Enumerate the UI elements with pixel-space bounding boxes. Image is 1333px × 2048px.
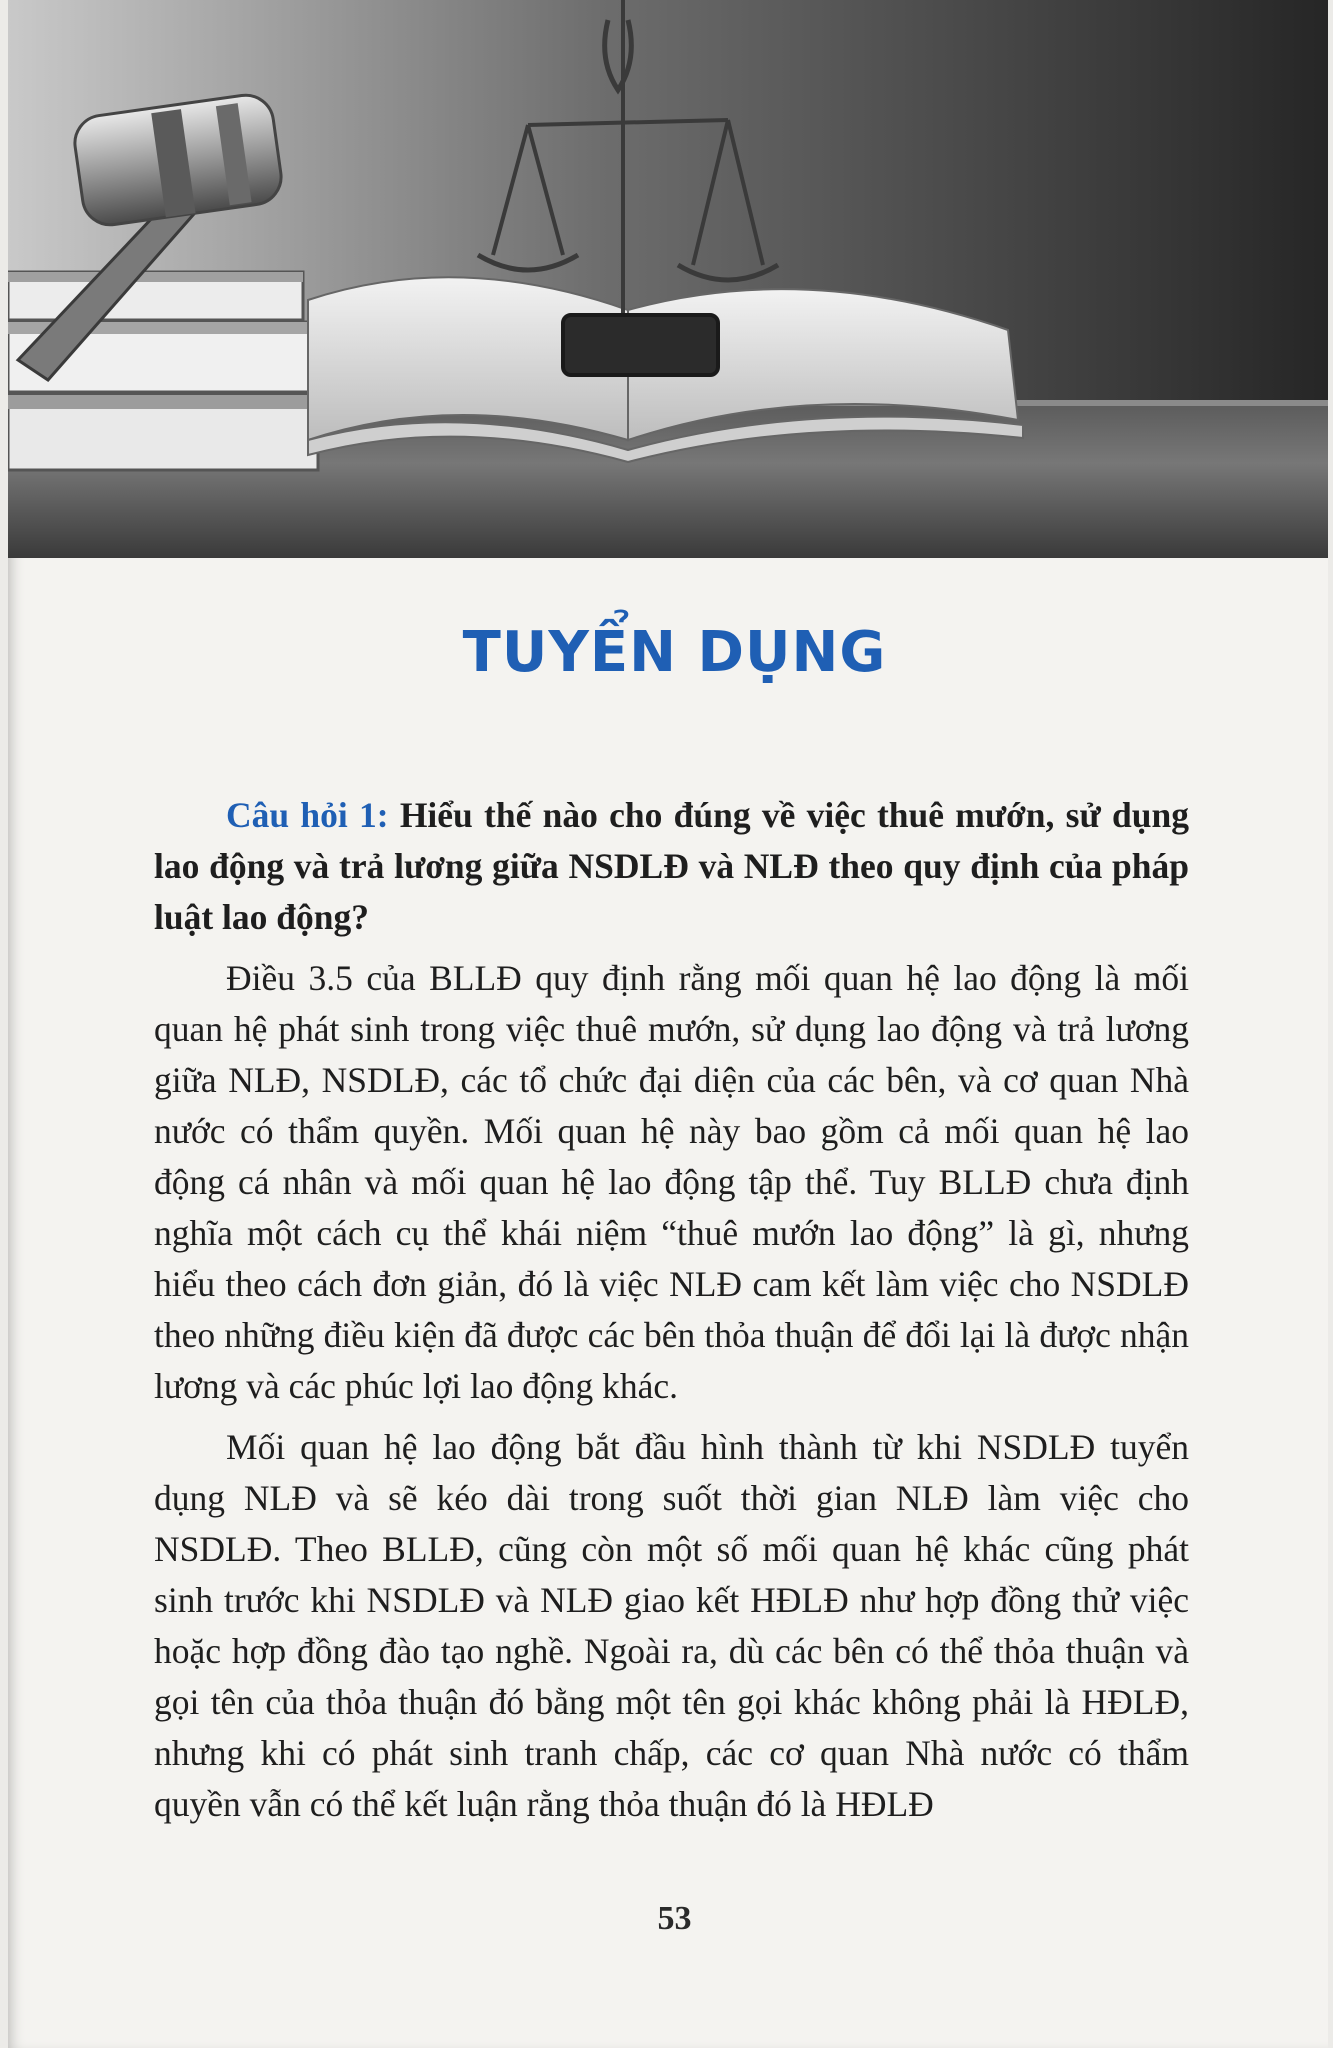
question-label: Câu hỏi 1:	[226, 795, 389, 835]
paragraph-1: Điều 3.5 của BLLĐ quy định rằng mối quan hệ lao động là mối quan hệ phát sinh trong việc thuê mướn, sử dụng lao động và trả lương giữa NLĐ, NSDLĐ, các tổ chức đại diện của các bên, và cơ quan Nhà nước có thẩm quyền. Mối quan hệ này bao gồm cả mối quan hệ lao động cá nhân và mối quan hệ lao động tập thể. Tuy BLLĐ chưa định nghĩa một cách cụ thể khái niệm “thuê mướn lao động” là gì, nhưng hiểu theo cách đơn giản, đó là việc NLĐ cam kết làm việc cho NSDLĐ theo những điều kiện đã được các bên thỏa thuận để đổi lại là được nhận lương và các phúc lợi lao động khác.	[154, 958, 1189, 1406]
body-text	[154, 790, 1189, 1840]
book-page	[8, 0, 1328, 2048]
paragraph-2: Mối quan hệ lao động bắt đầu hình thành từ khi NSDLĐ tuyển dụng NLĐ và sẽ kéo dài trong suốt thời gian NLĐ làm việc cho NSDLĐ. Theo BLLĐ, cũng còn một số mối quan hệ khác cũng phát sinh trước khi NSDLĐ và NLĐ giao kết HĐLĐ như hợp đồng thử việc hoặc hợp đồng đào tạo nghề. Ngoài ra, dù các bên có thể thỏa thuận và gọi tên của thỏa thuận đó bằng một tên gọi khác không phải là HĐLĐ, nhưng khi có phát sinh tranh chấp, các cơ quan Nhà nước có thẩm quyền vẫn có thể kết luận rằng thỏa thuận đó là HĐLĐ	[154, 1427, 1189, 1824]
question-paragraph	[154, 790, 1189, 943]
header-photo	[8, 0, 1328, 558]
page-number: 53	[657, 1900, 692, 1937]
question-text: Hiểu thế nào cho đúng về việc thuê mướn, sử dụng lao động và trả lương giữa NSDLĐ và NLĐ theo quy định của pháp luật lao động?	[154, 795, 1190, 937]
page-title: TUYỂN DỤNG	[462, 620, 887, 685]
